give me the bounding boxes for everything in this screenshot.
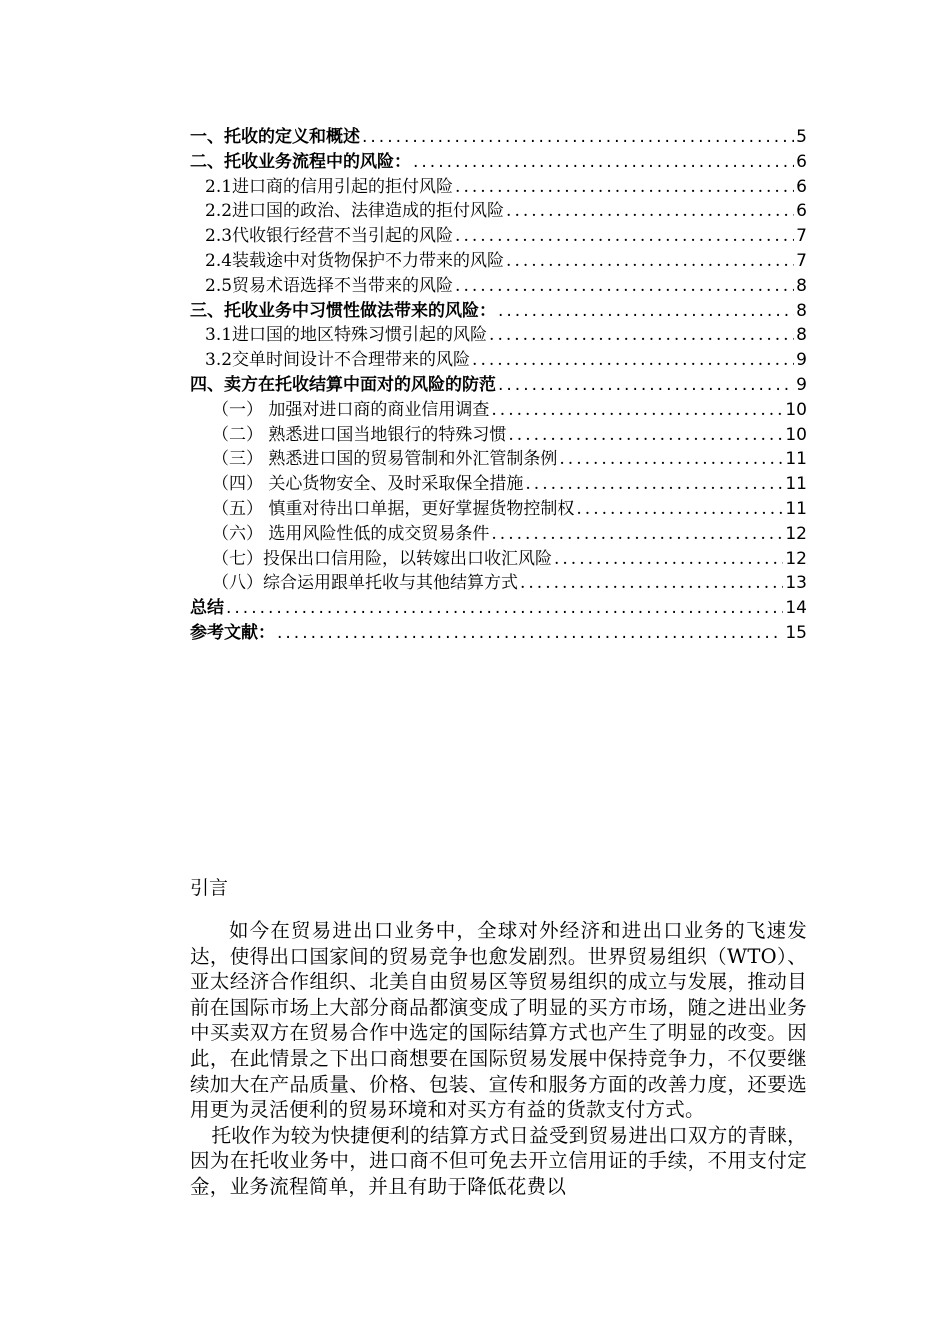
toc-page-number: 6 — [796, 151, 807, 172]
toc-dot-leader — [491, 398, 783, 423]
toc-page-number: 11 — [785, 449, 807, 470]
toc-page-number: 11 — [785, 498, 807, 519]
toc-page-number: 7 — [796, 250, 807, 271]
toc-entry[interactable] — [190, 596, 807, 621]
toc-dot-leader — [525, 472, 783, 497]
toc-dot-leader — [576, 497, 783, 522]
toc-entry[interactable] — [190, 571, 807, 596]
toc-dot-leader — [498, 373, 794, 398]
toc-page-number: 9 — [796, 350, 807, 371]
toc-entry[interactable] — [190, 522, 807, 547]
intro-body — [190, 918, 807, 1200]
toc-page-number: 5 — [796, 127, 807, 147]
toc-entry-title: 二、托收业务流程中的风险： — [190, 151, 411, 172]
toc-dot-leader — [413, 150, 794, 175]
intro-paragraph: 托收作为较为快捷便利的结算方式日益受到贸易进出口双方的青睐，因为在托收业务中，进口商不但可免去开立信用证的手续，不用支付定金，业务流程简单，并且有助于降低花费以 — [190, 1123, 807, 1198]
toc-page-number: 6 — [796, 201, 807, 222]
toc-entry-title: （八）综合运用跟单托收与其他结算方式 — [212, 573, 518, 594]
toc-dot-leader — [277, 621, 783, 646]
toc-entry[interactable] — [190, 373, 807, 398]
toc-entry-title: 2.2进口国的政治、法律造成的拒付风险 — [205, 201, 505, 222]
toc-entry-title: 一、托收的定义和概述 — [190, 127, 360, 147]
toc-entry-title: 2.3代收银行经营不当引起的风险 — [205, 226, 454, 247]
toc-entry-title: 总结 — [190, 598, 224, 619]
toc-entry-title: 2.5贸易术语选择不当带来的风险 — [205, 275, 454, 296]
toc-entry[interactable] — [190, 621, 807, 646]
toc-dot-leader — [554, 547, 783, 572]
toc-page-number: 8 — [796, 300, 807, 321]
toc-page-number: 8 — [796, 275, 807, 296]
toc-dot-leader — [455, 224, 794, 249]
toc-entry[interactable] — [190, 175, 807, 200]
intro-paragraph: 如今在贸易进出口业务中，全球对外经济和进出口业务的飞速发达，使得出口国家间的贸易竞争也愈发剧烈。世界贸易组织（WTO）、亚太经济合作组织、北美自由贸易区等贸易组织的成立与发展，推动目前在国际市场上大部分商品都演变成了明显的买方市场，随之进出业务中买卖双方在贸易合作中选定的国际结算方式也产生了明显的改变。因此，在此情景之下出口商想要在国际贸易发展中保持竞争力，不仅要继续加大在产品质量、价格、包装、宣传和服务方面的改善力度，还要选用更为灵活便利的贸易环境和对买方有益的货款支付方式。 — [190, 919, 807, 1122]
toc-entry[interactable] — [190, 125, 807, 150]
toc-entry-title: （三） 熟悉进口国的贸易管制和外汇管制条例 — [212, 449, 558, 470]
table-of-contents — [190, 125, 807, 646]
toc-entry[interactable] — [190, 398, 807, 423]
toc-dot-leader — [362, 125, 794, 150]
toc-entry-title: 2.4装载途中对货物保护不力带来的风险 — [205, 250, 505, 271]
toc-entry[interactable] — [190, 447, 807, 472]
toc-entry-title: （一） 加强对进口商的商业信用调查 — [212, 399, 490, 420]
toc-dot-leader — [498, 299, 794, 324]
toc-entry[interactable] — [190, 348, 807, 373]
toc-entry[interactable] — [190, 497, 807, 522]
toc-page-number: 9 — [796, 374, 807, 395]
toc-entry[interactable] — [190, 547, 807, 572]
toc-entry-title: 3.2交单时间设计不合理带来的风险 — [205, 350, 471, 371]
toc-entry-title: （二） 熟悉进口国当地银行的特殊习惯 — [212, 424, 507, 445]
toc-page-number: 12 — [785, 548, 807, 569]
toc-page-number: 15 — [785, 622, 807, 643]
toc-entry-title: （五） 慎重对待出口单据，更好掌握货物控制权 — [212, 498, 575, 519]
toc-dot-leader — [226, 596, 783, 621]
toc-entry[interactable] — [190, 323, 807, 348]
toc-entry-title: 3.1进口国的地区特殊习惯引起的风险 — [205, 325, 488, 346]
toc-page-number: 10 — [785, 424, 807, 445]
toc-entry-title: （六） 选用风险性低的成交贸易条件 — [212, 523, 490, 544]
toc-dot-leader — [491, 522, 783, 547]
toc-entry[interactable] — [190, 472, 807, 497]
toc-page-number: 8 — [796, 325, 807, 346]
toc-dot-leader — [455, 175, 794, 200]
toc-dot-leader — [508, 423, 783, 448]
toc-page-number: 10 — [785, 399, 807, 420]
toc-page-number: 14 — [785, 598, 807, 619]
toc-entry-title: （四） 关心货物安全、及时采取保全措施 — [212, 474, 524, 495]
toc-dot-leader — [559, 447, 783, 472]
toc-dot-leader — [489, 323, 794, 348]
toc-page-number: 6 — [796, 176, 807, 197]
toc-dot-leader — [506, 199, 794, 224]
toc-entry-title: 三、托收业务中习惯性做法带来的风险： — [190, 300, 496, 321]
toc-page-number: 13 — [785, 573, 807, 594]
toc-entry[interactable] — [190, 150, 807, 175]
toc-entry-title: 参考文献： — [190, 622, 275, 643]
toc-entry[interactable] — [190, 224, 807, 249]
toc-entry-title: 2.1进口商的信用引起的拒付风险 — [205, 176, 454, 197]
toc-entry[interactable] — [190, 199, 807, 224]
toc-page-number: 12 — [785, 523, 807, 544]
intro-heading: 引言 — [190, 877, 229, 899]
toc-page-number: 11 — [785, 474, 807, 495]
toc-entry[interactable] — [190, 274, 807, 299]
toc-dot-leader — [520, 571, 783, 596]
toc-dot-leader — [455, 274, 794, 299]
toc-entry[interactable] — [190, 299, 807, 324]
toc-entry[interactable] — [190, 423, 807, 448]
toc-dot-leader — [506, 249, 794, 274]
toc-entry-title: 四、卖方在托收结算中面对的风险的防范 — [190, 374, 496, 395]
toc-dot-leader — [472, 348, 794, 373]
toc-page-number: 7 — [796, 226, 807, 247]
toc-entry-title: （七）投保出口信用险，以转嫁出口收汇风险 — [212, 548, 552, 569]
toc-entry[interactable] — [190, 249, 807, 274]
